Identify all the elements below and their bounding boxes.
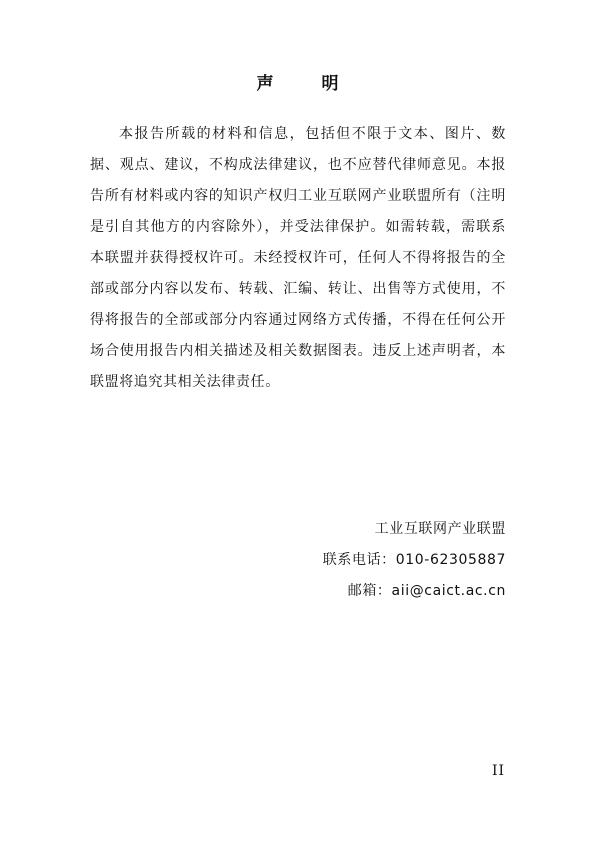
signature-organization: 工业互联网产业联盟 bbox=[374, 521, 506, 537]
page-number: II bbox=[491, 763, 505, 779]
signature-block bbox=[323, 514, 506, 607]
signature-email: 邮箱：aii@caict.ac.cn bbox=[347, 583, 506, 599]
page-title: 声明 bbox=[256, 74, 387, 94]
disclaimer-paragraph: 本报告所载的材料和信息，包括但不限于文本、图片、数据、观点、建议，不构成法律建议，也不应替代律师意见。本报告所有材料或内容的知识产权归工业互联网产业联盟所有（注明是引自其他方的内容除外），并受法律保护。如需转载，需联系本联盟并获得授权许可。未经授权许可，任何人不得将报告的全部或部分内容以发布、转载、汇编、转让、出售等方式使用，不得将报告的全部或部分内容通过网络方式传播，不得在任何公开场合使用报告内相关描述及相关数据图表。违反上述声明者，本联盟将追究其相关法律责任。 bbox=[90, 126, 506, 390]
signature-phone: 联系电话：010-62305887 bbox=[322, 552, 506, 568]
